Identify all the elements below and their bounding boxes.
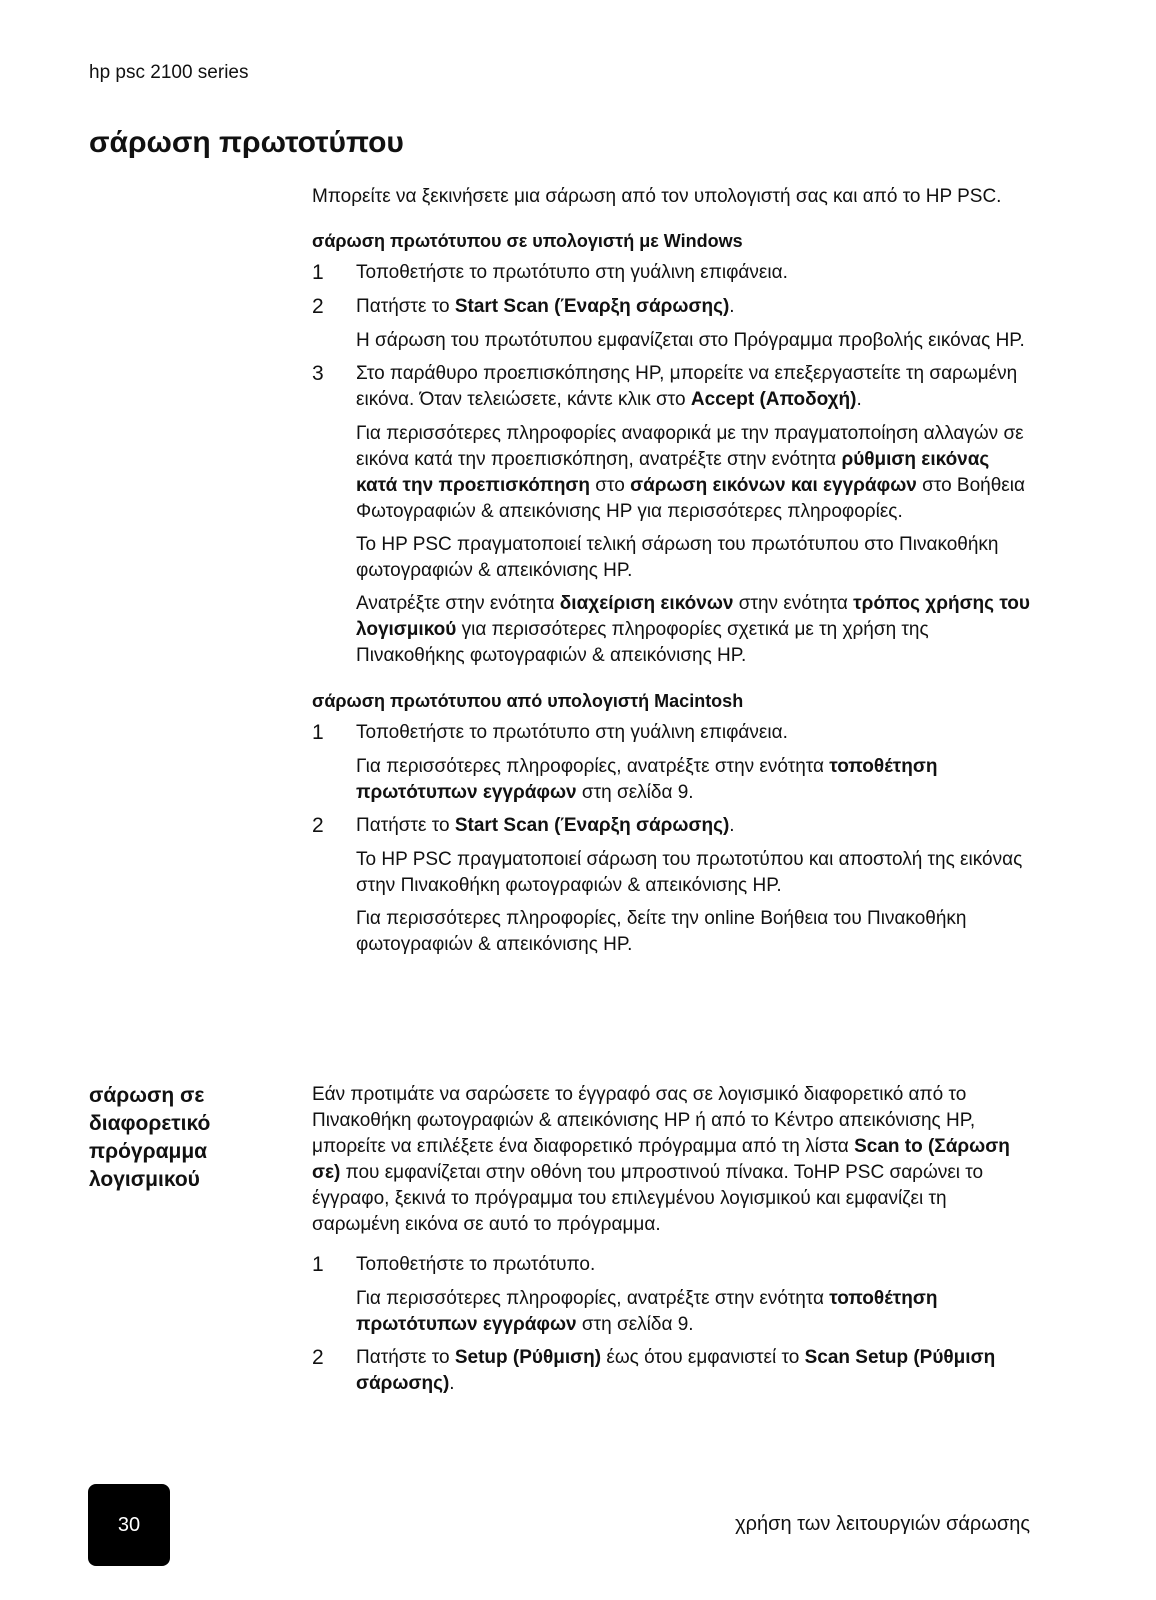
step-text: Τοποθετήστε το πρωτότυπο στη γυάλινη επιφάνεια. [356, 722, 788, 743]
mac-step-2 [312, 813, 1032, 839]
windows-note-2: Η σάρωση του πρωτότυπου εμφανίζεται στο Πρόγραμμα προβολής εικόνας HP. [356, 330, 1025, 351]
step-number: 1 [312, 1253, 324, 1276]
note-bold: τοποθέτηση πρωτότυπων εγγράφων [356, 756, 938, 803]
step-number: 2 [312, 1346, 324, 1369]
other-program-section [312, 1082, 1032, 1405]
page-number-text: 30 [117, 1513, 141, 1536]
windows-step-3 [312, 361, 1032, 413]
note-text: Για περισσότερες πληροφορίες, ανατρέξτε στην ενότητα [356, 1288, 830, 1309]
step-text: . [729, 815, 735, 836]
other-note-1 [312, 1286, 1032, 1338]
step-text: . [729, 296, 735, 317]
windows-heading: σάρωση πρωτότυπου σε υπολογιστή με Windows [312, 231, 743, 251]
windows-note-3a [312, 421, 1032, 525]
step-text: Τοποθετήστε το πρωτότυπο. [356, 1254, 596, 1275]
mac-step-1 [312, 720, 1032, 746]
step-number: 1 [312, 721, 324, 744]
step-number: 2 [312, 295, 324, 318]
step-number: 3 [312, 362, 324, 385]
step-text: Πατήστε το [356, 296, 455, 317]
step-text: έως ότου εμφανιστεί το [601, 1347, 805, 1368]
footer-section-title: χρήση των λειτουργιών σάρωσης [735, 1513, 1030, 1535]
note-text: στην ενότητα [733, 593, 854, 614]
step-bold: Accept (Αποδοχή) [690, 389, 857, 410]
step-text: Πατήστε το [356, 815, 455, 836]
mac-heading: σάρωση πρωτότυπου από υπολογιστή Macintosh [312, 691, 744, 711]
note-bold: τοποθέτηση πρωτότυπων εγγράφων [356, 1288, 938, 1335]
mac-note-1 [312, 754, 1032, 806]
step-text: Τοποθετήστε το πρωτότυπο στη γυάλινη επιφάνεια. [356, 262, 788, 283]
step-number: 2 [312, 814, 324, 837]
step-bold: Start Scan (Έναρξη σάρωσης) [454, 815, 730, 836]
other-paragraph [312, 1082, 1032, 1238]
intro-paragraph: Μπορείτε να ξεκινήσετε μια σάρωση από τον υπολογιστή σας και από το HP PSC. [312, 186, 1002, 207]
windows-note-3b: Το HP PSC πραγματοποιεί τελική σάρωση του πρωτότυπου στο Πινακοθήκη φωτογραφιών & απεικόνισης HP. [356, 534, 999, 581]
windows-step-2 [312, 294, 1032, 320]
para-bold: Scan to (Σάρωση σε) [312, 1136, 1010, 1183]
note-text: Ανατρέξτε στην ενότητα [356, 593, 560, 614]
note-text: για περισσότερες πληροφορίες σχετικά με τη χρήση της Πινακοθήκης φωτογραφιών & απεικόνισης HP. [356, 619, 929, 666]
other-step-2 [312, 1345, 1032, 1397]
note-text: Για περισσότερες πληροφορίες, ανατρέξτε στην ενότητα [356, 756, 830, 777]
note-text: στη σελίδα 9. [576, 782, 694, 803]
step-text: . [449, 1373, 455, 1394]
other-step-1 [312, 1252, 1032, 1278]
note-text: στη σελίδα 9. [576, 1314, 694, 1335]
main-content [312, 184, 1032, 965]
note-bold: διαχείριση εικόνων [559, 593, 734, 614]
note-text: Για περισσότερες πληροφορίες αναφορικά με την πραγματοποίηση αλλαγών σε εικόνα κατά την προεπισκόπηση, ανατρέξτε στην ενότητα [356, 423, 1024, 470]
step-bold: Start Scan (Έναρξη σάρωσης) [454, 296, 730, 317]
step-number: 1 [312, 261, 324, 284]
step-text: Πατήστε το [356, 1347, 455, 1368]
windows-note-3c [312, 591, 1032, 669]
page-number [88, 1484, 170, 1566]
step-bold: Setup (Ρύθμιση) [454, 1347, 602, 1368]
windows-step-1 [312, 260, 1032, 286]
page-title: σάρωση πρωτοτύπου [89, 126, 404, 159]
note-bold: σάρωση εικόνων και εγγράφων [630, 475, 917, 496]
note-text: στο [590, 475, 631, 496]
para-text: Εάν προτιμάτε να σαρώσετε το έγγραφό σας σε λογισμικό διαφορετικό από το Πινακοθήκη φωτογραφιών & απεικόνισης HP ή από το Κέντρο απεικόνισης HP, μπορείτε να επιλέξετε ένα διαφορετικό πρόγραμμα από τη λίστα [312, 1084, 976, 1157]
step-text: . [856, 389, 862, 410]
mac-note-2a: Το HP PSC πραγματοποιεί σάρωση του πρωτοτύπου και αποστολή της εικόνας στην Πινακοθήκη φωτογραφιών & απεικόνισης HP. [356, 849, 1023, 896]
mac-note-2b: Για περισσότερες πληροφορίες, δείτε την online Βοήθεια του Πινακοθήκη φωτογραφιών & απεικόνισης HP. [356, 908, 967, 955]
step-text: Στο παράθυρο προεπισκόπησης HP, μπορείτε να επεξεργαστείτε τη σαρωμένη εικόνα. Όταν τελειώσετε, κάντε κλικ στο [356, 363, 1018, 410]
step-bold: Scan Setup (Ρύθμιση σάρωσης) [356, 1347, 996, 1394]
note-bold: τρόπος χρήσης του λογισμικού [356, 593, 1030, 640]
para-text: που εμφανίζεται στην οθόνη του μπροστινού πίνακα. ΤοHP PSC σαρώνει το έγγραφο, ξεκινά το πρόγραμμα του επιλεγμένου λογισμικού και εμφανίζει τη σαρωμένη εικόνα σε αυτό το πρόγραμμα. [312, 1162, 984, 1235]
side-heading: σάρωση σε διαφορετικό πρόγραμμα λογισμικού [89, 1084, 211, 1191]
note-bold: ρύθμιση εικόνας κατά την προεπισκόπηση [356, 449, 990, 496]
running-head: hp psc 2100 series [89, 62, 249, 83]
note-text: στο Βοήθεια Φωτογραφιών & απεικόνισης HP για περισσότερες πληροφορίες. [356, 475, 1025, 522]
